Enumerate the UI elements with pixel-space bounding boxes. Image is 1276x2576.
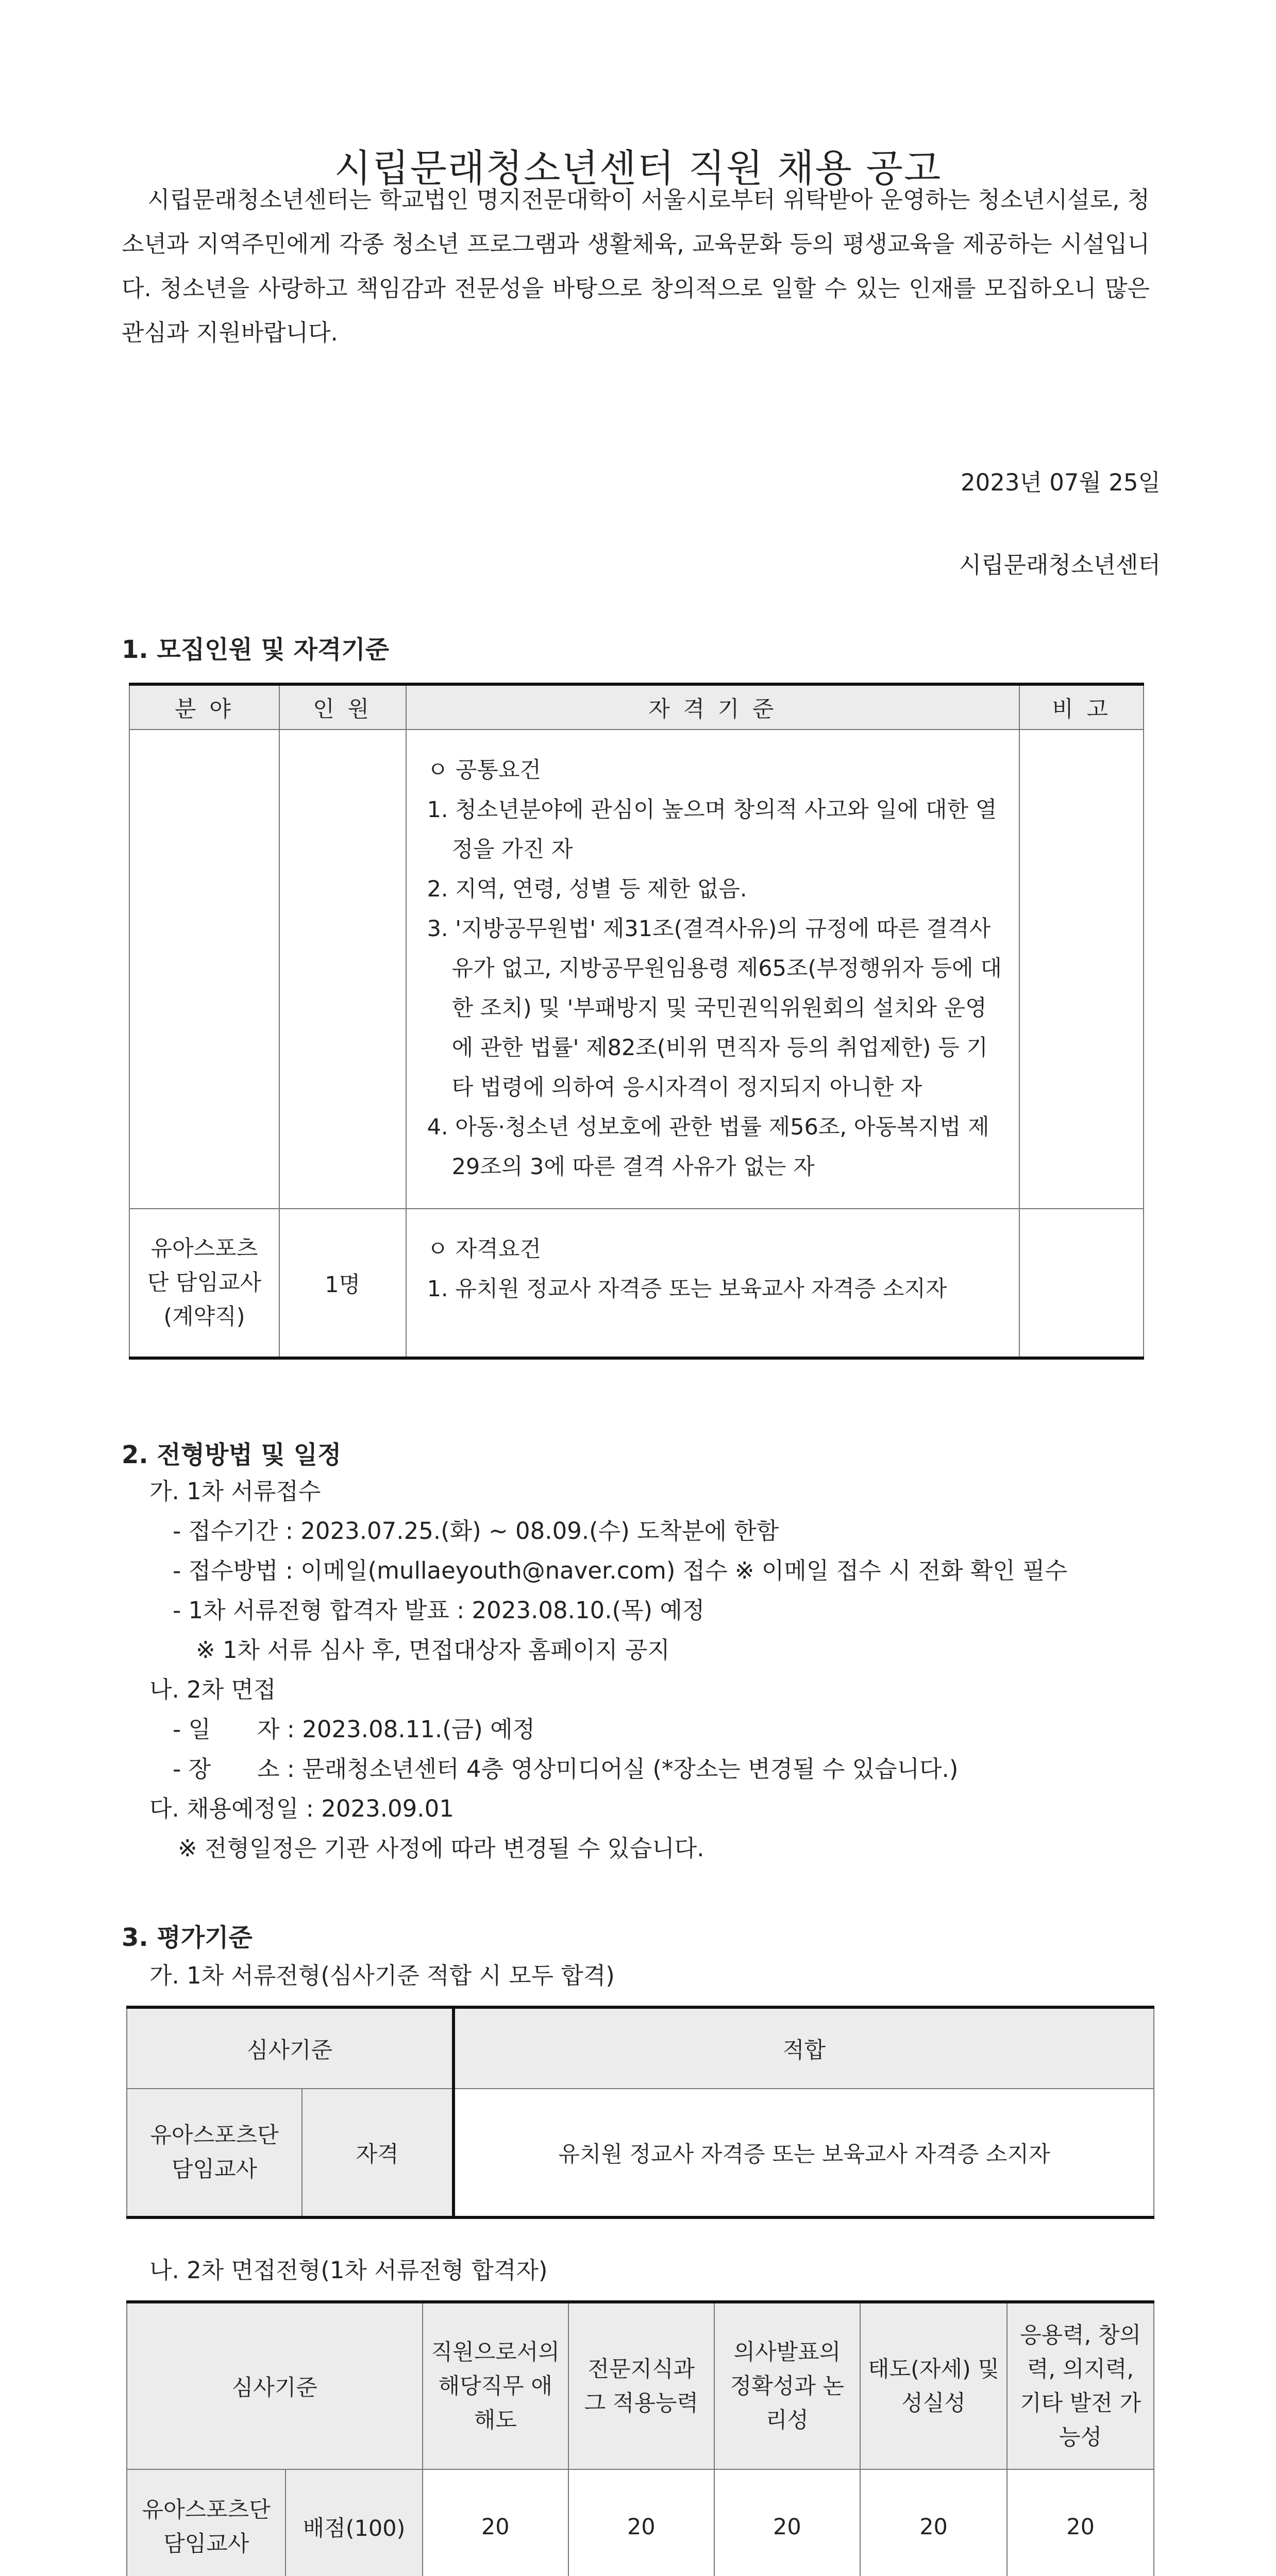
qualification-title: ㅇ 자격요건 — [427, 1236, 541, 1262]
score-cell: 20 — [1007, 2469, 1154, 2576]
common-requirements-title: ㅇ 공통요건 — [427, 757, 541, 783]
header-criteria: 자 격 기 준 — [406, 684, 1020, 730]
schedule-note: ※ 1차 서류 심사 후, 면접대상자 홈페이지 공지 — [196, 1636, 670, 1664]
common-requirements — [406, 730, 1020, 1209]
organization-name: 시립문래청소년센터 — [959, 551, 1161, 579]
criteria-value: 유치원 정교사 자격증 또는 보육교사 자격증 소지자 — [454, 2089, 1154, 2217]
schedule-line: 다. 채용예정일 : 2023.09.01 — [149, 1795, 454, 1822]
header-remarks: 비 고 — [1019, 684, 1144, 730]
section-2-heading: 2. 전형방법 및 일정 — [122, 1440, 342, 1469]
empty-cell — [129, 730, 279, 1209]
common-item: 2. 지역, 연령, 성별 등 제한 없음. — [427, 876, 747, 902]
empty-cell — [1019, 730, 1144, 1209]
field-name: 유아스포츠단 담임교사 — [127, 2089, 302, 2217]
notice-date: 2023년 07월 25일 — [960, 469, 1161, 496]
criteria-kind: 자격 — [302, 2089, 454, 2217]
field-name: 유아스포츠단 담임교사 — [127, 2469, 286, 2576]
score-kind: 배점(100) — [286, 2469, 422, 2576]
schedule-line: - 접수방법 : 이메일(mullaeyouth@naver.com) 접수 ※ 이메일 접수 시 전화 확인 필수 — [173, 1557, 1068, 1584]
page-title: 시립문래청소년센터 직원 채용 공고 — [334, 146, 942, 191]
header-criteria: 심사기준 — [127, 2302, 423, 2469]
document-screening-table — [126, 2006, 1154, 2219]
section-3-heading: 3. 평가기준 — [122, 1923, 253, 1952]
common-item: 4. 아동·청소년 성보호에 관한 법률 제56조, 아동복지법 제29조의 3에 따른 결격 사유가 없는 자 — [427, 1114, 989, 1180]
header-attitude: 태도(자세) 및 성실성 — [860, 2302, 1007, 2469]
schedule-line: - 1차 서류전형 합격자 발표 : 2023.08.10.(목) 예정 — [173, 1597, 705, 1624]
common-item: 1. 청소년분야에 관심이 높으며 창의적 사고와 일에 대한 열정을 가진 자 — [427, 797, 997, 862]
intro-paragraph: 시립문래청소년센터는 학교법인 명지전문대학이 서울시로부터 위탁받아 운영하는 청소년시설로, 청소년과 지역주민에게 각종 청소년 프로그램과 생활체육, 교육문화 등의 평생교육을 제공하는 시설입니다. 청소년을 사랑하고 책임감과 전문성을 바탕으로 창의적으로 일할 수 있는 인재를 모집하오니 많은 관심과 지원바랍니다. — [122, 186, 1150, 346]
header-count: 인 원 — [279, 684, 406, 730]
schedule-line: - 접수기간 : 2023.07.25.(화) ~ 08.09.(수) 도착분에 한함 — [173, 1517, 779, 1545]
empty-cell — [279, 730, 406, 1209]
score-cell: 20 — [568, 2469, 714, 2576]
schedule-line: - 장 소 : 문래청소년센터 4층 영상미디어실 (*장소는 변경될 수 있습니다.) — [173, 1755, 959, 1783]
qualification-table — [129, 683, 1144, 1360]
header-presentation: 의사발표의 정확성과 논리성 — [714, 2302, 860, 2469]
score-cell: 20 — [423, 2469, 568, 2576]
qualification-item: 1. 유치원 정교사 자격증 또는 보육교사 자격증 소지자 — [427, 1276, 947, 1302]
score-cell: 20 — [714, 2469, 860, 2576]
header-criteria: 심사기준 — [127, 2007, 454, 2089]
header-pass: 적합 — [454, 2007, 1154, 2089]
qualification-requirements — [406, 1209, 1020, 1358]
recruit-count: 1명 — [279, 1209, 406, 1358]
schedule-line: 가. 1차 서류접수 — [149, 1478, 321, 1505]
schedule-note: ※ 전형일정은 기관 사정에 따라 변경될 수 있습니다. — [178, 1835, 704, 1862]
header-potential: 응용력, 창의력, 의지력, 기타 발전 가능성 — [1007, 2302, 1154, 2469]
evaluation-sub-1: 가. 1차 서류전형(심사기준 적합 시 모두 합격) — [149, 1962, 615, 1989]
schedule-line: 나. 2차 면접 — [149, 1676, 276, 1703]
common-item: 3. '지방공무원법' 제31조(결격사유)의 규정에 따른 결격사유가 없고, 지방공무원임용령 제65조(부정행위자 등에 대한 조치) 및 '부패방지 및 국민권익위원회의 설치와 운영에 관한 법률' 제82조(비위 면직자 등의 취업제한) 등 기타 법령에 의하여 응시자격이 정지되지 아니한 자 — [427, 916, 1002, 1100]
header-job-understanding: 직원으로서의 해당직무 애해도 — [423, 2302, 568, 2469]
header-expertise: 전문지식과 그 적용능력 — [568, 2302, 714, 2469]
schedule-line: - 일 자 : 2023.08.11.(금) 예정 — [173, 1716, 535, 1743]
empty-cell — [1019, 1209, 1144, 1358]
header-field: 분 야 — [129, 684, 279, 730]
score-cell: 20 — [860, 2469, 1007, 2576]
section-1-heading: 1. 모집인원 및 자격기준 — [122, 635, 390, 664]
field-name: 유아스포츠단 담임교사 (계약직) — [129, 1209, 279, 1358]
evaluation-sub-2: 나. 2차 면접전형(1차 서류전형 합격자) — [149, 2257, 548, 2284]
interview-table — [126, 2300, 1154, 2576]
